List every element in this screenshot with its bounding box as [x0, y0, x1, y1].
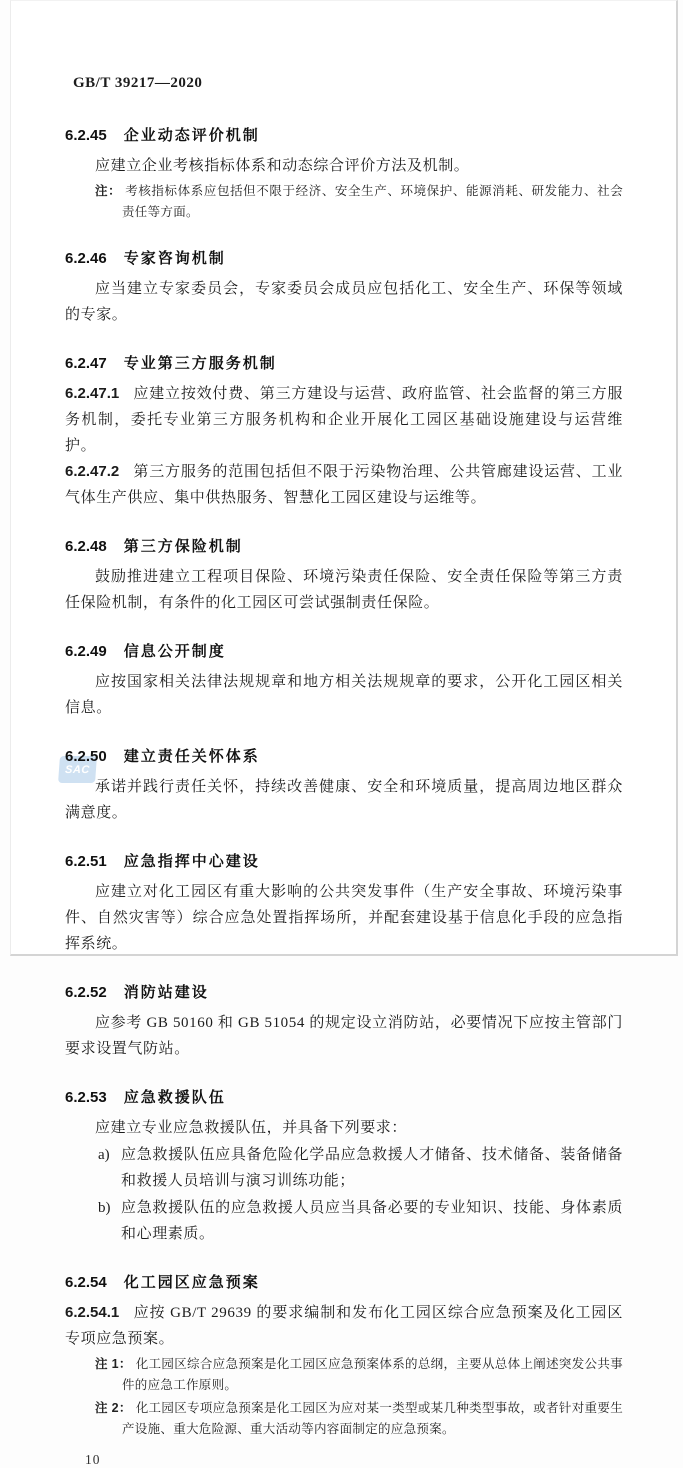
- clause-paragraph: 鼓励推进建立工程项目保险、环境污染责任保险、安全责任保险等第三方责任保险机制，有条件的化工园区可尝试强制责任保险。: [65, 569, 623, 611]
- subclause-text: 应按 GB/T 29639 的要求编制和发布化工园区综合应急预案及化工园区专项应急预案。: [65, 1305, 623, 1347]
- subclause-6-2-47-2: [65, 459, 623, 511]
- clause-heading-6-2-52: [65, 981, 623, 1002]
- clause-note: [95, 181, 623, 223]
- clause-title: 第三方保险机制: [123, 538, 243, 555]
- subclause-number: 6.2.47.1: [65, 385, 120, 402]
- clause-title: 应急救援队伍: [123, 1089, 226, 1106]
- sac-watermark-label: SAC: [64, 763, 91, 776]
- clause-number: 6.2.53: [65, 1089, 107, 1106]
- clause-paragraph: 承诺并践行责任关怀，持续改善健康、安全和环境质量，提高周边地区群众满意度。: [65, 779, 623, 821]
- clause-heading-6-2-50: [65, 745, 623, 766]
- clause-number: 6.2.46: [65, 250, 107, 267]
- subclause-6-2-54-1: [65, 1300, 623, 1352]
- subclause-text: 第三方服务的范围包括但不限于污染物治理、公共管廊建设运营、工业气体生产供应、集中供热服务、智慧化工园区建设与运维等。: [65, 464, 623, 506]
- list-text: 应急救援队伍应具备危险化学品应急救援人才储备、技术储备、装备储备和救援人员培训与演习训练功能；: [121, 1147, 623, 1189]
- clause-paragraph: 应按国家相关法律法规规章和地方相关法规规章的要求，公开化工园区相关信息。: [65, 674, 623, 716]
- clause-heading-6-2-51: [65, 850, 623, 871]
- document-page: [10, 0, 678, 1467]
- clause-number: 6.2.54: [65, 1274, 107, 1291]
- clause-title: 应急指挥中心建设: [123, 853, 260, 870]
- note-text: 考核指标体系应包括但不限于经济、安全生产、环境保护、能源消耗、研发能力、社会责任等方面。: [122, 184, 623, 219]
- list-item-b: [65, 1195, 623, 1247]
- clause-note-2: [95, 1398, 623, 1440]
- list-marker: a): [98, 1147, 110, 1163]
- clause-title: 专业第三方服务机制: [123, 355, 277, 372]
- standard-number-header: GB/T 39217—2020: [73, 75, 203, 91]
- clause-heading-6-2-53: [65, 1086, 623, 1107]
- note-text: 化工园区专项应急预案是化工园区为应对某一类型或某几种类型事故，或者针对重要生产设施、重大危险源、重大活动等内容面制定的应急预案。: [122, 1401, 624, 1436]
- subclause-text: 应建立按效付费、第三方建设与运营、政府监管、社会监督的第三方服务机制，委托专业第三方服务机构和企业开展化工园区基础设施建设与运营维护。: [65, 386, 623, 454]
- clause-number: 6.2.52: [65, 984, 107, 1001]
- page-content: [65, 1, 623, 1468]
- page-number: 10: [85, 1452, 101, 1467]
- clause-paragraph: 应参考 GB 50160 和 GB 51054 的规定设立消防站，必要情况下应按主管部门要求设置气防站。: [65, 1015, 623, 1057]
- clause-number: 6.2.51: [65, 853, 107, 870]
- clause-number: 6.2.49: [65, 643, 107, 660]
- clause-heading-6-2-54: [65, 1271, 623, 1292]
- note-label: 注 1：: [95, 1357, 132, 1371]
- clause-paragraph: 应当建立专家委员会，专家委员会成员应包括化工、安全生产、环保等领域的专家。: [65, 281, 623, 323]
- clause-heading-6-2-49: [65, 640, 623, 661]
- clause-paragraph: 应建立企业考核指标体系和动态综合评价方法及机制。: [95, 158, 470, 174]
- clause-number: 6.2.47: [65, 355, 107, 372]
- clause-title: 消防站建设: [123, 984, 209, 1001]
- clause-title: 企业动态评价机制: [123, 127, 260, 144]
- clause-heading-6-2-46: [65, 247, 623, 268]
- clause-title: 建立责任关怀体系: [123, 748, 260, 765]
- clause-paragraph: 应建立专业应急救援队伍，并具备下列要求：: [95, 1120, 408, 1136]
- clause-number: 6.2.48: [65, 538, 107, 555]
- clause-title: 信息公开制度: [123, 643, 226, 660]
- clause-heading-6-2-47: [65, 352, 623, 373]
- clause-title: 化工园区应急预案: [123, 1274, 260, 1291]
- list-text: 应急救援队伍的应急救援人员应当具备必要的专业知识、技能、身体素质和心理素质。: [121, 1200, 623, 1242]
- subclause-number: 6.2.54.1: [65, 1304, 120, 1321]
- clause-number: 6.2.45: [65, 127, 107, 144]
- list-marker: b): [98, 1200, 111, 1216]
- clause-paragraph: 应建立对化工园区有重大影响的公共突发事件（生产安全事故、环境污染事件、自然灾害等）综合应急处置指挥场所，并配套建设基于信息化手段的应急指挥系统。: [65, 884, 623, 952]
- subclause-6-2-47-1: [65, 381, 623, 459]
- clause-heading-6-2-45: [65, 124, 623, 145]
- note-label: 注 2：: [95, 1401, 132, 1415]
- note-text: 化工园区综合应急预案是化工园区应急预案体系的总纲，主要从总体上阐述突发公共事件的应急工作原则。: [122, 1357, 624, 1392]
- note-label: 注：: [95, 184, 122, 198]
- subclause-number: 6.2.47.2: [65, 463, 120, 480]
- list-item-a: [65, 1142, 623, 1194]
- clause-note-1: [95, 1354, 623, 1396]
- clause-heading-6-2-48: [65, 535, 623, 556]
- clause-title: 专家咨询机制: [123, 250, 226, 267]
- clause-number: 6.2.50: [65, 748, 107, 765]
